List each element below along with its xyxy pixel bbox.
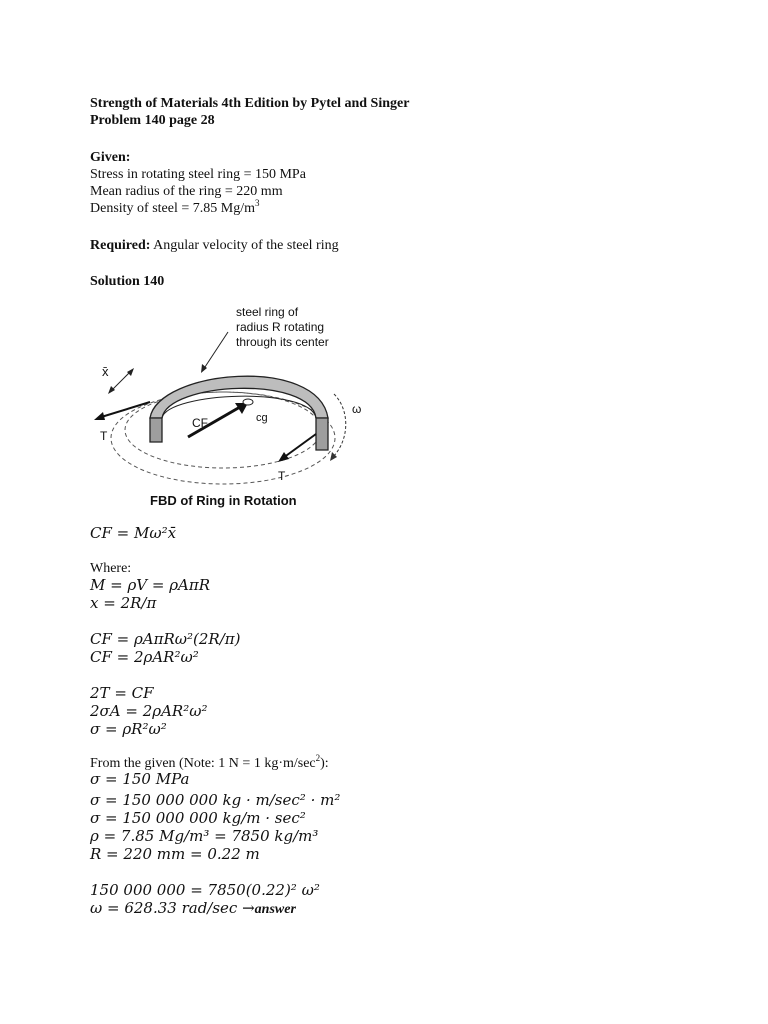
omega-arc <box>332 394 346 458</box>
given-radius: Mean radius of the ring = 220 mm <box>90 184 283 199</box>
equation-stress: σ = ρR²ω² <box>90 720 167 738</box>
equation-cf-substituted: CF = ρAπRω²(2R/π) <box>90 630 241 648</box>
given-heading: Given: <box>90 150 131 165</box>
required-heading: Required: <box>90 238 151 253</box>
problem-reference: Problem 140 page 28 <box>90 113 215 128</box>
given-stress: Stress in rotating steel ring = 150 MPa <box>90 167 306 182</box>
equation-substitution: 150 000 000 = 7850(0.22)² ω² <box>90 881 320 899</box>
equation-stress-value: σ = 150 MPa <box>90 770 190 788</box>
from-given-text: From the given (Note: 1 N = 1 kg·m/sec <box>90 756 316 771</box>
figure-caption-line-2: radius R rotating <box>236 320 325 334</box>
figure-caption: FBD of Ring in Rotation <box>150 493 297 508</box>
ring-dashed-outer <box>111 392 335 484</box>
equation-mass: M = ρV = ρAπR <box>90 576 211 594</box>
equation-stress-units: σ = 150 000 000 kg · m/sec² · m² <box>90 791 341 809</box>
figure-caption-line-3: through its center <box>236 335 329 349</box>
omega-arrowhead <box>330 452 337 461</box>
xbar-arrowhead-1 <box>108 386 115 394</box>
equation-density: ρ = 7.85 Mg/m³ = 7850 kg/m³ <box>90 827 319 845</box>
label-xbar: x̄ <box>102 364 109 379</box>
ring-fbd-figure <box>88 300 388 515</box>
label-tension-right: T <box>278 469 286 483</box>
xbar-arrowhead-2 <box>127 368 134 376</box>
equation-stress-units-simplified: σ = 150 000 000 kg/m · sec² <box>90 809 306 827</box>
omega-value: ω = 628.33 rad/sec → <box>90 899 255 917</box>
from-given-end: ): <box>320 756 329 771</box>
given-density-exponent: 3 <box>255 198 260 208</box>
equation-equilibrium: 2T = CF <box>90 684 154 702</box>
required-text: Angular velocity of the steel ring <box>150 238 339 253</box>
caption-leader <box>203 332 228 370</box>
required-line <box>90 238 339 254</box>
equation-stress-area: 2σA = 2ρAR²ω² <box>90 702 208 720</box>
tension-right-arrow <box>283 434 316 458</box>
figure-caption-line-1: steel ring of <box>236 305 299 319</box>
equation-cf-simplified: CF = 2ρAR²ω² <box>90 648 199 666</box>
from-given-exponent: 2 <box>315 753 321 763</box>
given-density-text: Density of steel = 7.85 Mg/m <box>90 201 255 216</box>
document-title: Strength of Materials 4th Edition by Pytel and Singer <box>90 96 410 111</box>
equation-cf: CF = Mω²x̄ <box>90 524 177 542</box>
solution-heading: Solution 140 <box>90 274 165 289</box>
label-tension-left: T <box>100 429 108 443</box>
ring-cut-right <box>316 418 328 450</box>
given-density <box>90 198 260 217</box>
cg-marker <box>243 399 253 405</box>
equation-radius: R = 220 mm = 0.22 m <box>90 845 260 863</box>
ring-cut-left <box>150 418 162 442</box>
answer-label: answer <box>254 902 296 917</box>
tension-right-arrowhead <box>278 452 289 462</box>
where-label: Where: <box>90 561 132 576</box>
tension-left-arrowhead <box>94 412 105 420</box>
label-omega: ω <box>352 402 362 416</box>
label-cg: cg <box>256 412 268 424</box>
equation-omega-result <box>90 900 296 918</box>
tension-left-arrow <box>98 402 150 418</box>
label-cf: CF <box>192 416 208 430</box>
half-ring-top <box>150 376 328 418</box>
equation-centroid: x = 2R/π <box>90 594 157 612</box>
